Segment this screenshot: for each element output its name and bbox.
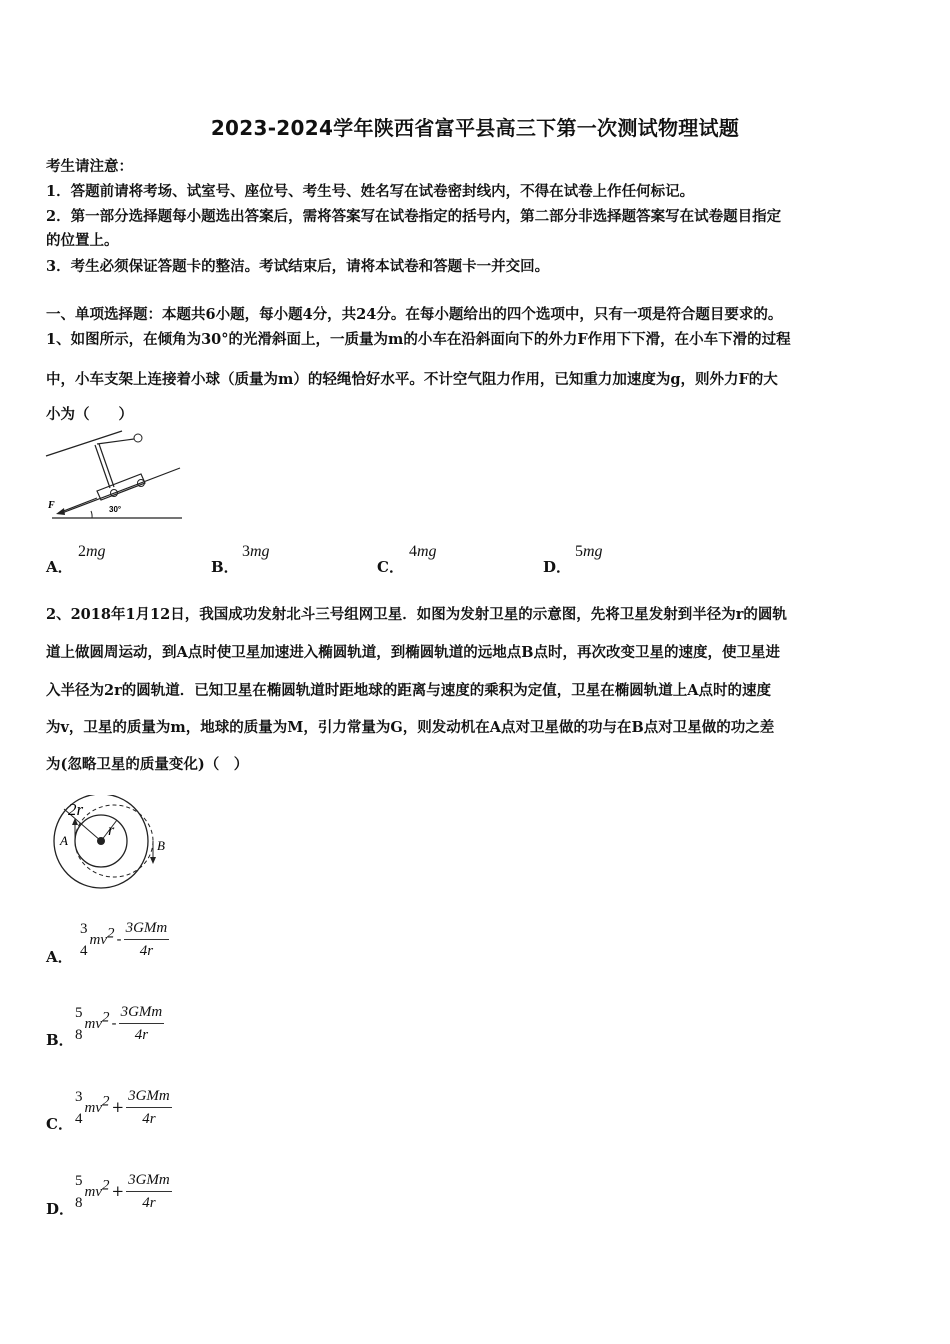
- coefficient-fraction: 5 8: [75, 1172, 83, 1211]
- q1-option-c-label: C．: [377, 558, 404, 576]
- force-label: F: [48, 500, 55, 511]
- q1-option-d[interactable]: 5mg: [575, 543, 603, 560]
- page-title: 2023-2024学年陕西省富平县高三下第一次测试物理试题: [210, 116, 740, 140]
- q1-line-1: 1、如图所示，在倾角为30°的光滑斜面上，一质量为m的小车在沿斜面向下的外力F作用下下滑，在小车下滑的过程: [46, 331, 791, 348]
- coefficient-fraction: 5 8: [75, 1004, 83, 1043]
- cart-support: [99, 444, 114, 487]
- angle-arc: [91, 511, 92, 518]
- q1-line-2: 中，小车支架上连接着小球（质量为m）的轻绳恰好水平。不计空气阻力作用，已知重力加速度为g，则外力F的大: [46, 371, 778, 388]
- q2-option-d-label: D．: [46, 1200, 75, 1218]
- q2-option-d[interactable]: 5 8 $mv^2$ + $\frac{\text{3GMm}}{4r}$: [73, 1169, 172, 1214]
- q2-line-1: 2、2018年1月12日，我国成功发射北斗三号组网卫星．如图为发射卫星的示意图，先将卫星发射到半径为r的圆轨: [46, 606, 787, 623]
- notice-item-1: 1．答题前请将考场、试室号、座位号、考生号、姓名写在试卷密封线内，不得在试卷上作任何标记。: [46, 183, 695, 200]
- notice-header: 考生请注意：: [46, 158, 133, 175]
- q1-option-c[interactable]: 4mg: [409, 543, 437, 560]
- q2-option-a-label: A．: [46, 948, 73, 966]
- angle-label: 30°: [109, 505, 122, 514]
- coefficient-fraction: 3 4: [80, 920, 88, 959]
- q2-option-c[interactable]: 3 4 $mv^2$ + $\frac{\text{3GMm}}{4r}$: [73, 1085, 172, 1130]
- outer-radius-label: 2r: [68, 800, 84, 819]
- q2-option-b-label: B．: [46, 1031, 74, 1049]
- cart-body: [97, 474, 145, 500]
- coefficient-fraction: 3 4: [75, 1088, 83, 1127]
- cart-support: [95, 445, 110, 488]
- q2-line-5: 为(忽略卫星的质量变化)（ ）: [46, 756, 249, 773]
- energy-fraction: $\frac{\text{3GMm}}{4r}$: [124, 917, 170, 962]
- transfer-ellipse: [75, 805, 153, 877]
- q2-line-2: 道上做圆周运动，到A点时使卫星加速进入椭圆轨道，到椭圆轨道的远地点B点时，再次改变卫星的速度，使卫星进: [46, 644, 781, 661]
- section-heading: 一、单项选择题：本题共6小题，每小题4分，共24分。在每小题给出的四个选项中，只有一项是符合题目要求的。: [46, 306, 783, 323]
- force-arrow: [61, 498, 97, 512]
- energy-fraction: $\frac{\text{3GMm}}{4r}$: [119, 1001, 165, 1046]
- point-b-label: B: [157, 838, 165, 853]
- q2-option-b[interactable]: 5 8 $mv^2$ - $\frac{\text{3GMm}}{4r}$: [73, 1001, 164, 1046]
- q1-option-d-label: D．: [543, 558, 572, 576]
- notice-item-2-cont: 的位置上。: [46, 232, 119, 249]
- q1-option-a[interactable]: 2mg: [78, 543, 106, 560]
- notice-item-3: 3．考生必须保证答题卡的整洁。考试结束后，请将本试卷和答题卡一并交回。: [46, 258, 550, 275]
- q2-option-c-label: C．: [46, 1115, 73, 1133]
- orbit-figure: [44, 795, 184, 895]
- q2-line-4: 为v，卫星的质量为m，地球的质量为M，引力常量为G，则发动机在A点对卫星做的功与在B点对卫星做的功之差: [46, 719, 775, 736]
- ceiling-line: [46, 431, 122, 456]
- inner-radius-label: r: [108, 822, 115, 839]
- incline-figure: [44, 428, 186, 522]
- q2-line-3: 入半径为2r的圆轨道．已知卫星在椭圆轨道时距地球的距离与速度的乘积为定值，卫星在椭圆轨道上A点时的速度: [46, 682, 771, 699]
- energy-fraction: $\frac{\text{3GMm}}{4r}$: [126, 1169, 172, 1214]
- q1-option-a-label: A．: [46, 558, 73, 576]
- energy-fraction: $\frac{\text{3GMm}}{4r}$: [126, 1085, 172, 1130]
- q2-option-a[interactable]: 3 4 $mv^2$ - $\frac{\text{3GMm}}{4r}$: [78, 917, 169, 962]
- q1-option-b[interactable]: 3mg: [242, 543, 270, 560]
- small-ball: [134, 434, 142, 442]
- force-arrowhead: [56, 508, 65, 515]
- q1-option-b-label: B．: [211, 558, 239, 576]
- velocity-arrowhead-b: [150, 857, 156, 864]
- velocity-arrowhead-a: [72, 818, 78, 825]
- horizontal-rope: [97, 439, 134, 444]
- q1-line-3: 小为（ ）: [46, 406, 133, 423]
- notice-item-2: 2．第一部分选择题每小题选出答案后，需将答案写在试卷指定的括号内，第二部分非选择题答案写在试卷题目指定: [46, 208, 782, 225]
- point-a-label: A: [60, 833, 68, 848]
